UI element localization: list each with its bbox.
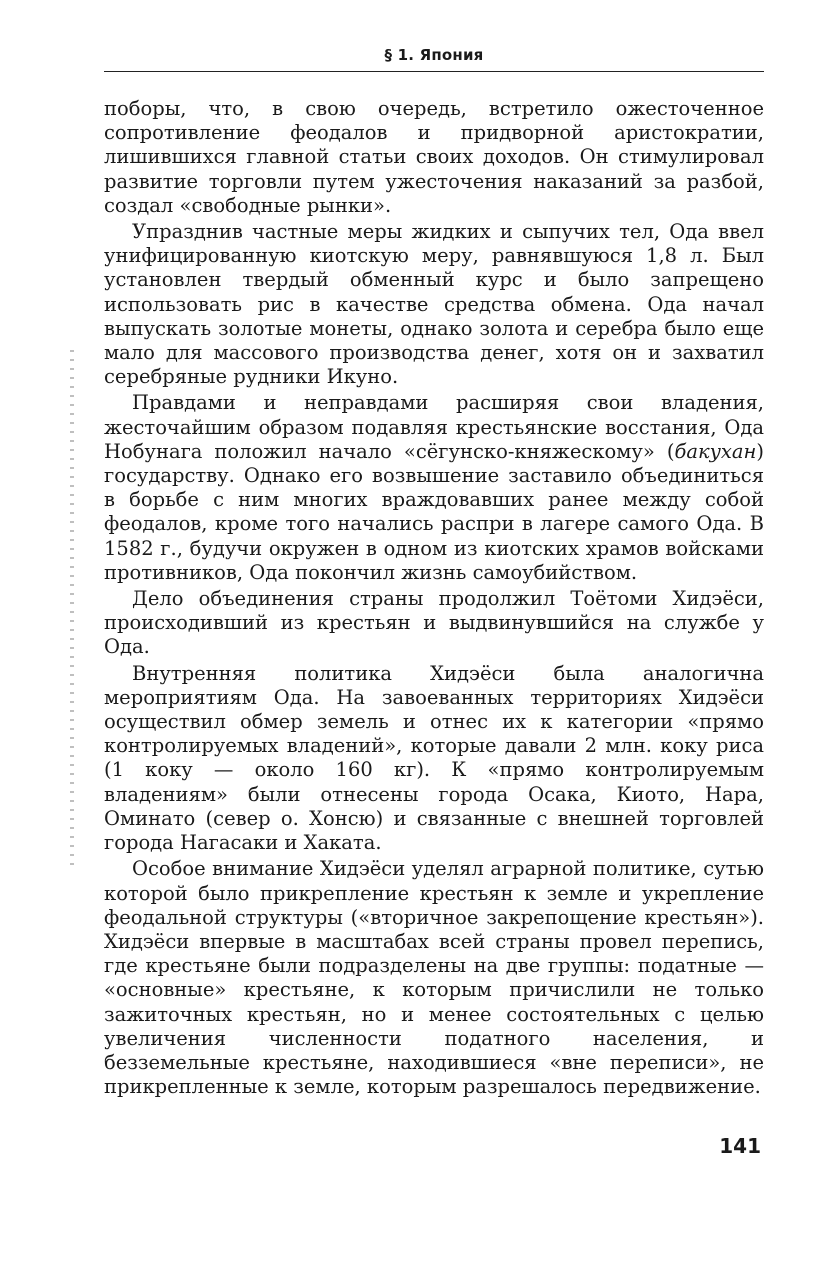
paragraph-6: Особое внимание Хидэёси уделял аграрной политике, сутью которой было прикрепление крестьян к земле и укрепление феодальной структуры («вторичное закрепощение крестьян»). Хидэёси впервые в масштабах всей страны провел перепись, где крестьяне были подразделены на две группы: податные — «основные» крестьяне, к которым причислили не только зажиточных крестьян, но и менее состоятельных с целью увеличения численности податного населения, и безземельные крестьяне, находившиеся «вне переписи», не прикрепленные к земле, которым разрешалось передвижение. [104, 857, 764, 1099]
paragraph-3-text-start: Правдами и неправдами расширяя свои владения, жесточайшим образом подавляя крестьянские восстания, Ода Нобунага положил начало «сёгунско-княжескому» ( [104, 391, 764, 463]
running-header: § 1. Япония [384, 46, 484, 64]
paragraph-3 [104, 391, 764, 585]
paragraph-3-text-end: ) государству. Однако его возвышение заставило объединиться в борьбе с ним многих враждовавших ранее между собой феодалов, кроме того начались распри в лагере самого Ода. В 1582 г., будучи окружен в одном из киотских храмов войсками противников, Ода покончил жизнь самоубийством. [104, 439, 764, 584]
paragraph-2: Упразднив частные меры жидких и сыпучих тел, Ода ввел унифицированную киотскую меру, равнявшуюся 1,8 л. Был установлен твердый обменный курс и было запрещено использовать рис в качестве средства обмена. Ода начал выпускать золотые монеты, однако золота и серебра было еще мало для массового производства денег, хотя он и захватил серебряные рудники Икуно. [104, 220, 764, 389]
header-rule [104, 71, 764, 72]
paragraph-3-italic-term: бакухан [674, 439, 757, 463]
paragraph-1: поборы, что, в свою очередь, встретило ожесточенное сопротивление феодалов и придворной аристократии, лишившихся главной статьи своих доходов. Он стимулировал развитие торговли путем ужесточения наказаний за разбой, создал «свободные рынки». [104, 97, 764, 217]
scan-edge-artifact [70, 350, 74, 870]
paragraph-4: Дело объединения страны продолжил Тоётоми Хидэёси, происходивший из крестьян и выдвинувшийся на службе у Ода. [104, 587, 764, 659]
paragraph-5: Внутренняя политика Хидэёси была аналогична мероприятиям Ода. На завоеванных территориях Хидэёси осуществил обмер земель и отнес их к категории «прямо контролируемых владений», которые давали 2 млн. коку риса (1 коку — около 160 кг). К «прямо контролируемым владениям» были отнесены города Осака, Киото, Нара, Оминато (север о. Хонсю) и связанные с внешней торговлей города Нагасаки и Хаката. [104, 661, 764, 855]
body-text [104, 97, 764, 1101]
page-number: 141 [719, 1134, 761, 1158]
